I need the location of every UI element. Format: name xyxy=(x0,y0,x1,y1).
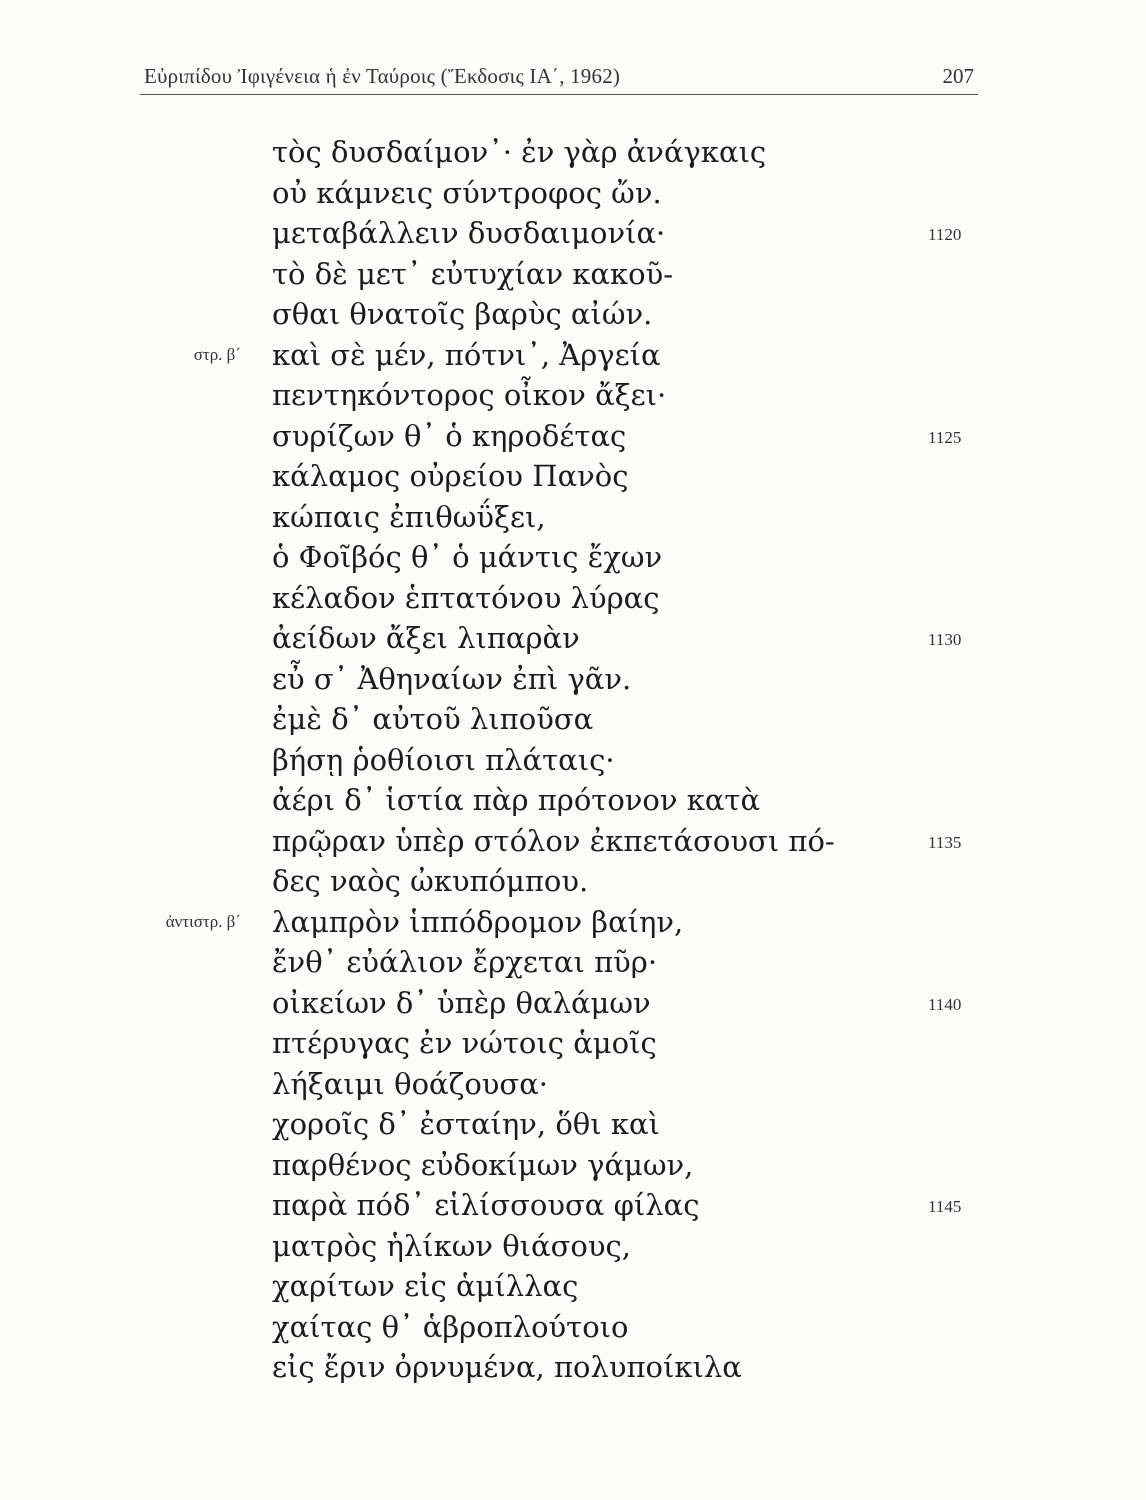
verse-text: ματρὸς ἡλίκων θιάσους, xyxy=(272,1228,631,1263)
verse-text: συρίζων θ᾽ ὁ κηροδέτας xyxy=(272,418,627,453)
verse-line xyxy=(0,418,1146,459)
verse-text: οὐ κάμνεις σύντροφος ὤν. xyxy=(272,175,662,210)
verse-line xyxy=(0,944,1146,985)
verse-text: ἀείδων ἄξει λιπαρὰν xyxy=(272,621,580,655)
verse-line xyxy=(0,256,1146,297)
strophe-label: ἀντιστρ. β΄ xyxy=(165,911,241,931)
verse-line xyxy=(0,175,1146,216)
verse-line xyxy=(0,134,1146,175)
verse-line xyxy=(0,782,1146,823)
strophe-label: στρ. β΄ xyxy=(193,344,241,364)
verse-text: χαρίτων εἰς ἁμίλλας xyxy=(272,1269,579,1303)
verse-line xyxy=(0,823,1146,864)
verse-line xyxy=(0,1147,1146,1188)
verse-line xyxy=(0,377,1146,418)
verse-line xyxy=(0,863,1146,904)
verse-text: βήσῃ ῥοθίοισι πλάταις· xyxy=(272,742,615,777)
verse-line xyxy=(0,499,1146,540)
verse-text: εἰς ἔριν ὀρνυμένα, πολυποίκιλα xyxy=(272,1350,742,1384)
verse-line xyxy=(0,1066,1146,1107)
running-header xyxy=(140,58,978,95)
verse-text: παρὰ πόδ᾽ εἱλίσσουσα φίλας xyxy=(272,1188,700,1222)
verse-text: σθαι θνατοῖς βαρὺς αἰών. xyxy=(272,297,653,331)
verse-line xyxy=(0,337,1146,378)
verse-text: χοροῖς δ᾽ ἐσταίην, ὅθι καὶ xyxy=(272,1107,660,1141)
verse-text: πρῷραν ὑπὲρ στόλον ἐκπετάσουσι πό- xyxy=(272,823,835,858)
verse-text: οἰκείων δ᾽ ὑπὲρ θαλάμων xyxy=(272,985,651,1020)
line-number: 1140 xyxy=(928,994,962,1014)
line-number: 1135 xyxy=(928,832,962,852)
line-number: 1130 xyxy=(928,630,962,649)
verse-line xyxy=(0,701,1146,742)
verse-line xyxy=(0,1025,1146,1066)
verse-text: ἐμὲ δ᾽ αὐτοῦ λιποῦσα xyxy=(272,702,594,736)
verse-line xyxy=(0,904,1146,945)
verse-line xyxy=(0,580,1146,621)
verse-line xyxy=(0,296,1146,337)
verse-text: χαίτας θ᾽ ἁβροπλούτοιο xyxy=(272,1309,629,1344)
verse-text: εὖ σ᾽ Ἀθηναίων ἐπὶ γᾶν. xyxy=(272,661,632,696)
verse-text: κάλαμος οὐρείου Πανὸς xyxy=(272,459,629,493)
verse-text: πτέρυγας ἐν νώτοις ἁμοῖς xyxy=(272,1026,657,1060)
verse-text: λήξαιμι θοάζουσα· xyxy=(272,1066,549,1101)
verse-text: ὁ Φοῖβός θ᾽ ὁ μάντις ἔχων xyxy=(272,540,663,574)
verse-text: ἀέρι δ᾽ ἱστία πὰρ πρότονον κατὰ xyxy=(272,783,761,817)
verse-line xyxy=(0,1309,1146,1350)
verse-line xyxy=(0,661,1146,702)
page-number: 207 xyxy=(942,64,974,88)
verse-line xyxy=(0,215,1146,256)
verse-lines xyxy=(0,134,1146,1390)
verse-line xyxy=(0,539,1146,580)
verse-line xyxy=(0,1349,1146,1390)
line-number: 1120 xyxy=(928,225,962,244)
verse-line xyxy=(0,1187,1146,1228)
verse-line xyxy=(0,458,1146,499)
verse-line xyxy=(0,1228,1146,1269)
verse-line xyxy=(0,1106,1146,1147)
verse-text: πεντηκόντορος οἶκον ἄξει· xyxy=(272,378,667,412)
verse-line xyxy=(0,742,1146,783)
line-number: 1145 xyxy=(928,1197,962,1216)
verse-text: λαμπρὸν ἱππόδρομον βαίην, xyxy=(272,904,684,939)
verse-line xyxy=(0,1268,1146,1309)
line-number: 1125 xyxy=(928,427,962,447)
verse-text: παρθένος εὐδοκίμων γάμων, xyxy=(272,1147,694,1182)
verse-text: τὸς δυσδαίμον᾽· ἐν γὰρ ἀνάγκαις xyxy=(272,135,767,169)
verse-text: δες ναὸς ὠκυπόμπου. xyxy=(272,864,589,898)
verse-line xyxy=(0,620,1146,661)
verse-line xyxy=(0,985,1146,1026)
verse-text: μεταβάλλειν δυσδαιμονία· xyxy=(272,216,666,250)
verse-text: καὶ σὲ μέν, πότνι᾽, Ἀργεία xyxy=(272,337,661,372)
verse-text: κέλαδον ἑπτατόνου λύρας xyxy=(272,580,660,615)
header-title: Εὐριπίδου Ἰφιγένεια ἡ ἐν Ταύροις (Ἔκδοσις ΙΑ΄, 1962) xyxy=(144,64,621,88)
verse-text: κώπαις ἐπιθωΰξει, xyxy=(272,499,546,534)
verse-text: τὸ δὲ μετ᾽ εὐτυχίαν κακοῦ- xyxy=(272,256,674,291)
verse-text: ἔνθ᾽ εὐάλιον ἔρχεται πῦρ· xyxy=(272,945,658,979)
